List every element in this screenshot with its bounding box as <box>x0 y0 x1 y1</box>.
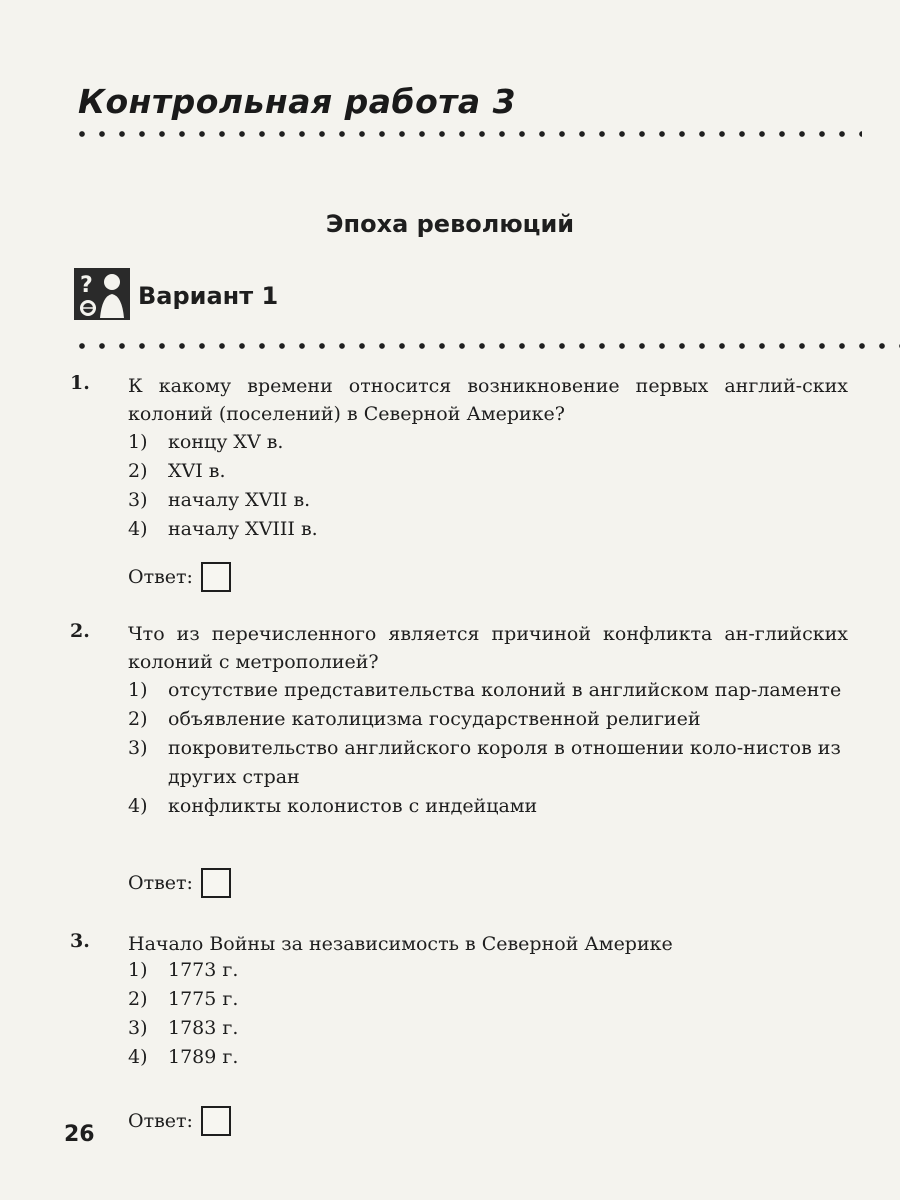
option-3: 3) покровительство английского короля в отношении коло-нистов из других стран <box>128 737 841 788</box>
answer-row <box>128 868 231 898</box>
section-subtitle: Эпоха революций <box>325 210 575 238</box>
answer-row <box>128 1106 231 1136</box>
option-4: 4) 1789 г. <box>128 1046 239 1068</box>
option-2: 2) объявление католицизма государственной религией <box>128 708 701 730</box>
option-1: 1) отсутствие представительства колоний в английском пар-ламенте <box>128 679 842 701</box>
question-number: 2. <box>70 620 90 642</box>
question-text: Что из перечисленного является причиной конфликта ан-глийских колоний с метрополией? <box>128 623 848 673</box>
svg-text:?: ? <box>80 273 93 298</box>
variant-label: Вариант 1 <box>138 282 279 310</box>
answer-label: Ответ: <box>128 1110 193 1132</box>
answer-box[interactable] <box>201 562 231 592</box>
option-1: 1) 1773 г. <box>128 959 239 981</box>
question-text: К какому времени относится возникновение первых англий-ских колоний (поселений) в Северной Америке? <box>128 375 848 425</box>
answer-row <box>128 562 231 592</box>
option-4: 4) конфликты колонистов с индейцами <box>128 795 538 817</box>
options-list <box>128 676 848 821</box>
page-number: 26 <box>64 1122 95 1147</box>
question-number: 3. <box>70 930 90 952</box>
question-text: Начало Войны за независимость в Северной Америке <box>128 933 673 955</box>
page-title: Контрольная работа 3 <box>78 82 517 121</box>
dotted-divider-variant <box>72 342 900 350</box>
option-2: 2) XVI в. <box>128 460 226 482</box>
dotted-divider-top <box>72 130 862 138</box>
option-4: 4) началу XVIII в. <box>128 518 318 540</box>
option-3: 3) 1783 г. <box>128 1017 239 1039</box>
answer-box[interactable] <box>201 868 231 898</box>
answer-box[interactable] <box>201 1106 231 1136</box>
question-number: 1. <box>70 372 90 394</box>
answer-label: Ответ: <box>128 872 193 894</box>
options-list <box>128 428 848 544</box>
option-1: 1) концу XV в. <box>128 431 284 453</box>
options-list <box>128 956 848 1072</box>
question-person-icon <box>74 268 130 320</box>
option-2: 2) 1775 г. <box>128 988 239 1010</box>
option-3: 3) началу XVII в. <box>128 489 311 511</box>
answer-label: Ответ: <box>128 566 193 588</box>
